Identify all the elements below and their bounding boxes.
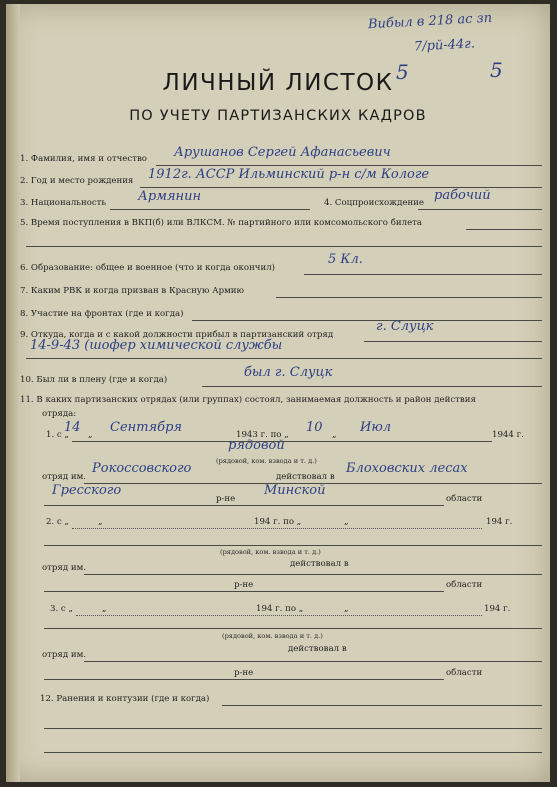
entry1-num: 1. с „ [46,430,69,440]
entry2-num: 2. с „ [46,517,69,527]
field-5-line-b [26,246,542,247]
entry1-position-hint: (рядовой, ком. взвода и т. д.) [216,457,317,465]
entry3-date-line [76,615,482,616]
mark-5a: 5 [396,60,409,84]
field-12-line [222,705,542,706]
entry2-q: „ [98,517,103,527]
entry3-y1: 194 г. по „ [256,604,304,614]
field-10-value: был г. Слуцк [244,365,333,380]
field-7-line [276,297,542,298]
entry2-q2: „ [344,517,349,527]
entry3-acted-label: действовал в [288,644,347,654]
entry1-year2: 1944 г. [492,430,524,440]
entry1-rne-label: р-не [216,494,236,504]
field-4-label: 4. Соцпроисхождение [324,198,424,208]
field-10-label: 10. Был ли в плену (где и когда) [20,375,168,385]
document-subtitle: ПО УЧЕТУ ПАРТИЗАНСКИХ КАДРОВ [129,108,427,124]
entry3-hint: (рядовой, ком. взвода и т. д.) [222,632,323,640]
entry1-otryad-label: отряд им. [42,472,87,482]
field-9-line [364,341,542,342]
field-6-value: 5 Кл. [328,252,363,267]
field-9-line-b [26,358,542,359]
entry3-otryad-line [84,661,542,662]
entry3-position-line [44,628,542,629]
field-2-value: 1912г. АССР Ильминский р-н с/м Кологе [148,167,430,182]
field-10-line [202,386,542,387]
entry3-oblast-label: области [446,668,483,678]
field-9-label: 9. Откуда, когда и с какой должности прибыл в партизанский отряд [20,330,334,340]
field-1-line [156,165,542,166]
entry1-oblast-label: области [446,494,483,504]
entry3-q2: „ [344,604,349,614]
corner-note-line2: 7/рй-44г. [413,36,476,55]
field-3-label: 3. Национальность [20,198,107,208]
field-8-line [192,320,542,321]
entry1-acted-label: действовал в [276,472,335,482]
entry3-rne-label: р-не [234,668,254,678]
field-3-value: Армянин [138,189,202,204]
mark-5b: 5 [490,58,503,82]
field-1-value: Арушанов Сергей Афанасьевич [174,145,391,160]
entry2-otryad-label: отряд им. [42,563,87,573]
entry1-otryad-value: Рокоссовского [92,461,192,476]
field-6-line [304,274,542,275]
field-11-label-2: отряда: [42,409,77,419]
field-2-label: 2. Год и место рождения [20,176,134,186]
field-11-label: 11. В каких партизанских отрядах (или группах) состоял, занимаемая должность и район действия [20,395,476,405]
field-1-label: 1. Фамилия, имя и отчество [20,154,147,164]
field-12-label: 12. Ранения и контузии (где и когда) [40,694,210,704]
document-sheet [6,4,550,782]
entry2-otryad-line [84,574,542,575]
entry3-area-line [44,679,444,680]
field-7-label: 7. Каким РВК и когда призван в Красную Армию [20,286,244,296]
entry1-month2: Июл [360,420,392,435]
entry1-year1: 1943 г. по „ [236,430,289,440]
entry1-acted-value: Блоховских лесах [346,461,468,476]
field-4-line [418,209,542,210]
entry2-hint: (рядовой, ком. взвода и т. д.) [220,548,321,556]
entry3-y2: 194 г. [484,604,511,614]
entry1-area-line [44,505,444,506]
entry3-num: 3. с „ [50,604,73,614]
field-4-value: рабочий [434,188,491,203]
entry1-day2: 10 [306,420,323,435]
field-3-line [110,209,310,210]
entry2-area-line [44,591,444,592]
entry1-q2: „ [332,430,337,440]
entry2-oblast-label: области [446,580,483,590]
document-title: ЛИЧНЫЙ ЛИСТОК [162,70,394,96]
entry2-y2: 194 г. [486,517,513,527]
entry1-q1: „ [88,430,93,440]
entry1-area-value: Гресского [52,483,122,498]
entry2-date-line [72,528,482,529]
entry1-day: 14 [64,420,81,435]
entry3-q: „ [102,604,107,614]
entry1-position: рядовой [228,438,285,453]
field-12-line-b [44,728,542,729]
entry2-y1: 194 г. по „ [254,517,302,527]
entry1-rne-value: Минской [264,483,326,498]
field-5-label: 5. Время поступления в ВКП(б) или ВЛКСМ. № партийного или комсомольского билета [20,218,423,228]
entry2-rne-label: р-не [234,580,254,590]
field-8-label: 8. Участие на фронтах (где и когда) [20,309,184,319]
entry1-month: Сентября [110,420,183,435]
field-9-value: г. Слуцк [376,319,434,334]
entry3-otryad-label: отряд им. [42,650,87,660]
corner-note-line1: Вибыл в 218 ас зп [367,10,493,33]
field-12-line-c [44,752,542,753]
field-9-value-2: 14-9-43 (шофер химической службы [30,338,283,353]
entry2-position-line [44,545,542,546]
field-6-label: 6. Образование: общее и военное (что и когда окончил) [20,263,276,273]
entry2-acted-label: действовал в [290,559,349,569]
field-5-line-a [466,229,542,230]
